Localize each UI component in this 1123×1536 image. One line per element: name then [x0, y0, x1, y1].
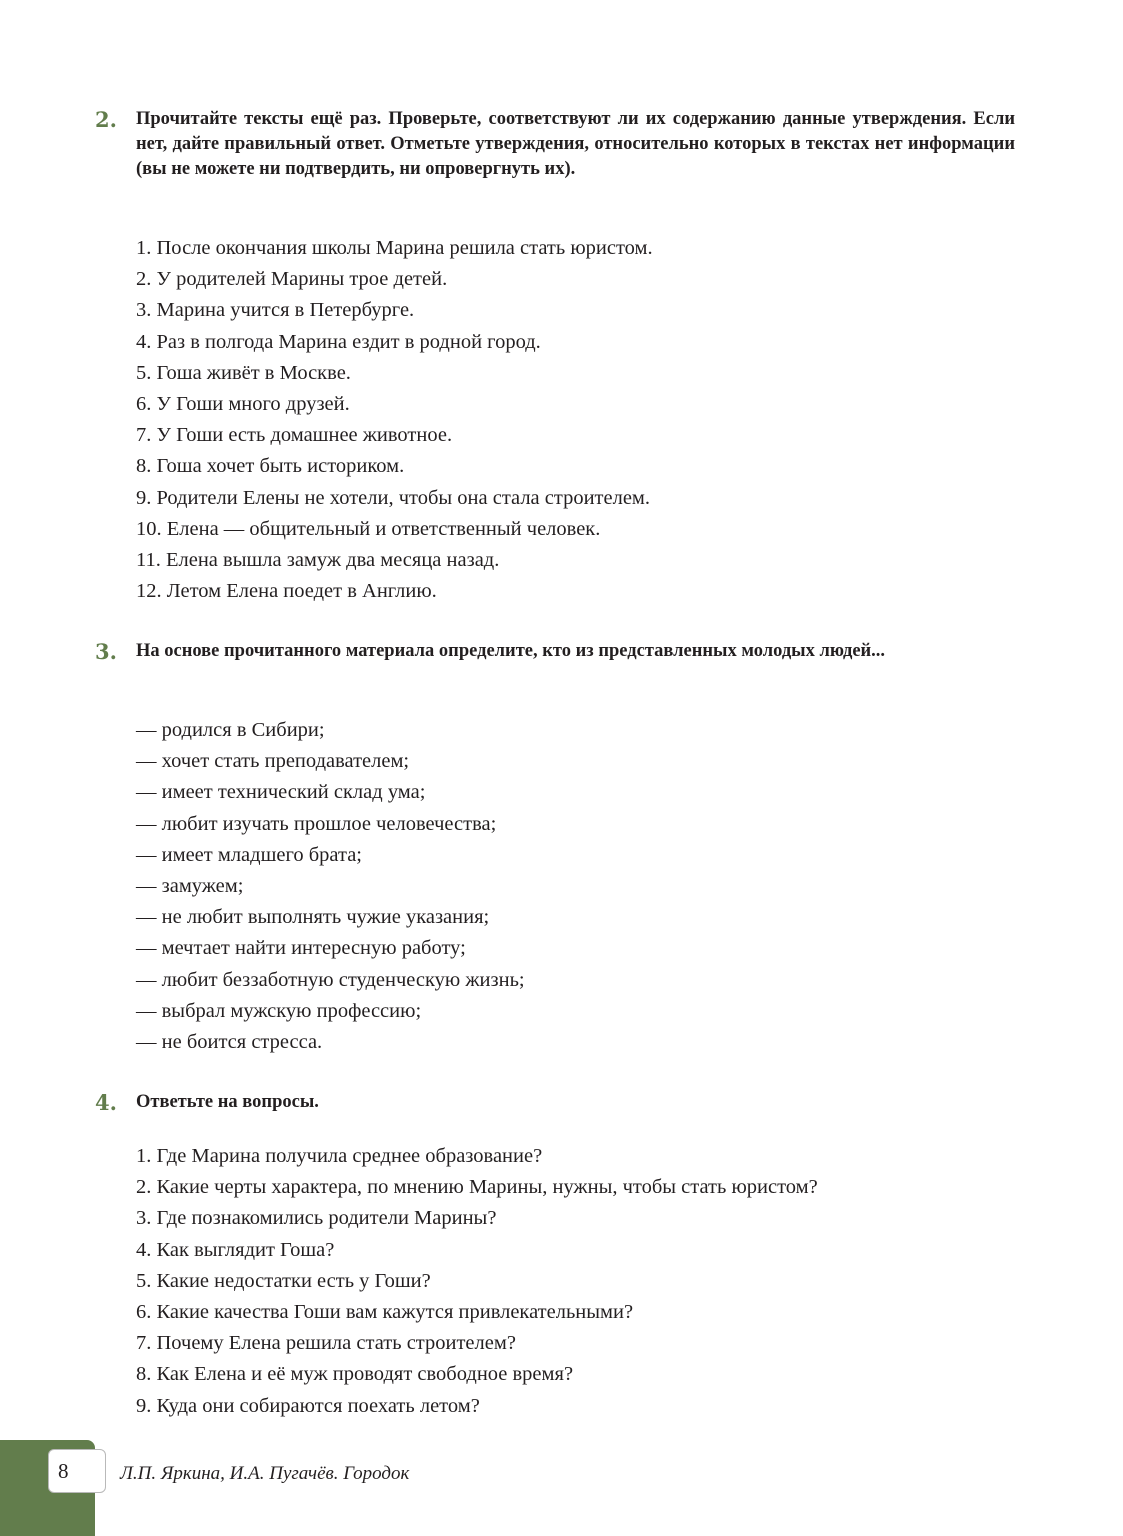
- list-item: 5. Гоша живёт в Москве.: [136, 361, 351, 384]
- list-item: 5. Какие недостатки есть у Гоши?: [136, 1269, 431, 1292]
- list-item: — любит беззаботную студенческую жизнь;: [136, 968, 525, 991]
- list-item: 6. Какие качества Гоши вам кажутся привлекательными?: [136, 1301, 634, 1324]
- list-item: — имеет технический склад ума;: [136, 781, 426, 804]
- list-item: 2. У родителей Марины трое детей.: [136, 268, 448, 291]
- list-item: 4. Как выглядит Гоша?: [136, 1238, 335, 1261]
- list-item: 8. Гоша хочет быть историком.: [136, 455, 405, 478]
- list-item: 2. Какие черты характера, по мнению Марины, нужны, чтобы стать юристом?: [136, 1176, 818, 1199]
- list-item: — замужем;: [136, 875, 244, 898]
- list-item: 6. У Гоши много друзей.: [136, 393, 350, 416]
- list-item: — мечтает найти интересную работу;: [136, 937, 466, 960]
- page-number: 8: [48, 1449, 106, 1493]
- list-item: — хочет стать преподавателем;: [136, 750, 410, 773]
- trait-list: [136, 715, 525, 1058]
- list-item: — не боится стресса.: [136, 1031, 323, 1054]
- list-item: 1. Где Марина получила среднее образование?: [136, 1145, 543, 1167]
- exercise-number: 4.: [95, 1090, 117, 1115]
- exercise-instruction: Ответьте на вопросы.: [136, 1092, 319, 1112]
- list-item: 8. Как Елена и её муж проводят свободное время?: [136, 1363, 574, 1386]
- list-item: — выбрал мужскую профессию;: [136, 999, 422, 1022]
- list-item: — родился в Сибири;: [136, 719, 325, 741]
- statement-list: [136, 233, 653, 607]
- exercise-number: 2.: [95, 107, 117, 132]
- exercise-number: 3.: [95, 639, 117, 664]
- list-item: 4. Раз в полгода Марина ездит в родной город.: [136, 330, 541, 353]
- list-item: 3. Где познакомились родители Марины?: [136, 1207, 497, 1230]
- list-item: — имеет младшего брата;: [136, 843, 362, 866]
- list-item: 9. Родители Елены не хотели, чтобы она стала строителем.: [136, 486, 651, 509]
- list-item: 10. Елена — общительный и ответственный человек.: [136, 517, 601, 540]
- list-item: 1. После окончания школы Марина решила стать юристом.: [136, 237, 653, 259]
- exercise-instruction: Прочитайте тексты ещё раз. Проверьте, соответствуют ли их содержанию данные утверждения. Если нет, дайте правильный ответ. Отметьте утверждения, относительно которых в текстах нет информации (вы не можете ни подтвердить, ни опровергнуть их).: [136, 109, 1015, 179]
- list-item: 9. Куда они собираются поехать летом?: [136, 1394, 480, 1417]
- question-list: [136, 1141, 818, 1422]
- list-item: 7. Почему Елена решила стать строителем?: [136, 1332, 516, 1355]
- list-item: 7. У Гоши есть домашнее животное.: [136, 424, 453, 447]
- exercise-instruction: На основе прочитанного материала определите, кто из представленных молодых людей...: [136, 641, 886, 661]
- list-item: 12. Летом Елена поедет в Англию.: [136, 580, 437, 603]
- list-item: — любит изучать прошлое человечества;: [136, 812, 497, 835]
- list-item: 3. Марина учится в Петербурге.: [136, 299, 415, 322]
- list-item: 11. Елена вышла замуж два месяца назад.: [136, 549, 500, 572]
- list-item: — не любит выполнять чужие указания;: [136, 906, 490, 929]
- footer-book-title: Л.П. Яркина, И.А. Пугачёв. Городок: [120, 1463, 410, 1484]
